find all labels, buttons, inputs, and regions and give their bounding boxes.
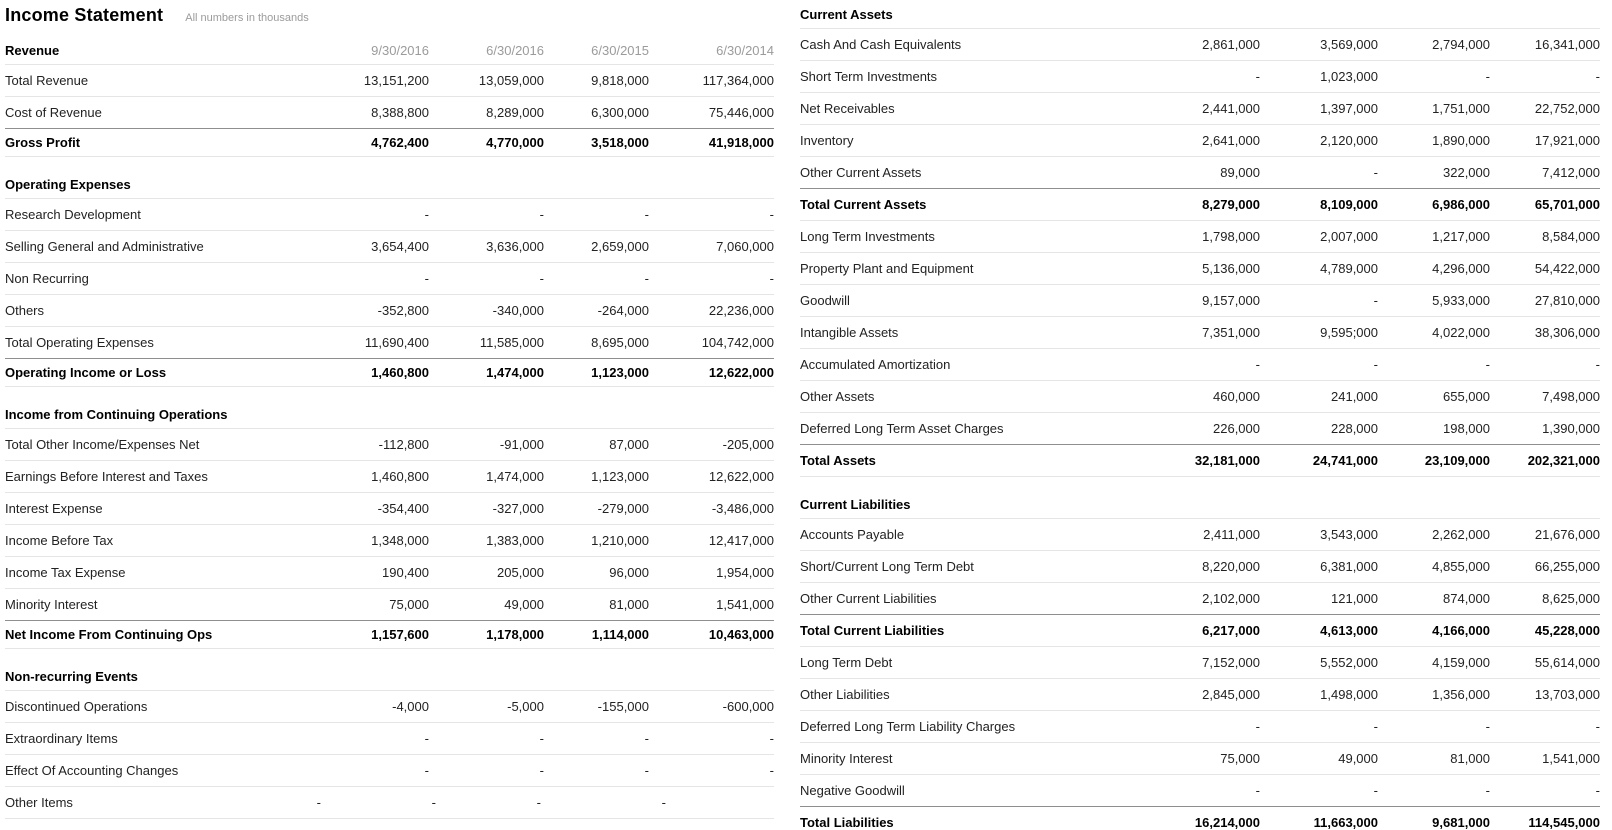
row-label: Research Development [5,207,141,222]
table-row [800,551,1600,583]
cell-value: 89,000 [1220,165,1260,180]
row-label: Property Plant and Equipment [800,261,974,276]
cell-value: 104,742,000 [701,335,774,350]
cell-value: 3,569,000 [1320,37,1378,52]
cell-value: 2,845,000 [1202,687,1260,702]
cell-value: - [1595,69,1600,84]
cell-value: 17,921,000 [1534,133,1600,148]
section-header-label: Current Assets [800,6,893,22]
cell-value: 2,102,000 [1202,591,1260,606]
row-label: Discontinued Operations [5,699,148,714]
cell-value: 55,614,000 [1534,655,1600,670]
cell-value: 114,545,000 [1528,815,1600,830]
row-label: Net Income From Continuing Ops [5,627,213,642]
cell-value: 1,217,000 [1432,229,1490,244]
row-label: Total Assets [800,453,876,468]
cell-value: 1,023,000 [1320,69,1378,84]
cell-value: 1,157,600 [371,627,429,642]
cell-value: - [316,795,321,810]
section-revenue [5,36,774,157]
cell-value: 2,411,000 [1203,527,1260,542]
cell-value: 228,000 [1331,421,1378,436]
table-row [800,775,1600,807]
cell-value: 38,306,000 [1534,325,1600,340]
row-label: Others [5,303,45,318]
table-row [800,253,1600,285]
cell-value: - [424,207,429,222]
cell-value: 2,441,000 [1202,101,1260,116]
cell-value: - [769,763,774,778]
cell-value: 5,933,000 [1432,293,1490,308]
section-header-revenue [5,36,774,65]
table-row [800,614,1600,647]
cell-value: -327,000 [492,501,544,516]
table-row [5,65,774,97]
row-label: Accounts Payable [800,527,905,542]
cell-value: - [1255,783,1260,798]
cell-value: 4,855,000 [1432,559,1490,574]
table-row [800,711,1600,743]
cell-value: 322,000 [1443,165,1490,180]
row-label: Income Before Tax [5,533,114,548]
table-row [800,743,1600,775]
table-row [800,317,1600,349]
cell-value: 4,762,400 [371,135,429,150]
row-label: Goodwill [800,293,850,308]
cell-value: - [539,271,544,286]
cell-value: 1,356,000 [1432,687,1490,702]
cell-value: 65,701,000 [1534,197,1600,212]
table-row [5,128,774,157]
cell-value: 1,390,000 [1542,421,1600,436]
row-label: Cost of Revenue [5,105,102,120]
table-row [5,429,774,461]
cell-value: 16,341,000 [1534,37,1600,52]
cell-value: 1,541,000 [1542,751,1600,766]
row-label: Cash And Cash Equivalents [800,37,962,52]
cell-value: - [539,731,544,746]
cell-value: 7,412,000 [1542,165,1600,180]
cell-value: - [1373,783,1378,798]
cell-value: 12,622,000 [708,365,774,380]
cell-value: 21,676,000 [1534,527,1600,542]
cell-value: 87,000 [609,437,649,452]
cell-value: - [1373,357,1378,372]
table-row [5,327,774,359]
cell-value: 23,109,000 [1424,453,1490,468]
cell-value: 1,460,800 [371,469,429,484]
cell-value: - [1373,165,1378,180]
table-row [5,620,774,649]
row-label: Minority Interest [800,751,893,766]
cell-value: -91,000 [499,437,544,452]
page-title: Income Statement [5,5,164,25]
row-label: Deferred Long Term Liability Charges [800,719,1016,734]
cell-value: 81,000 [609,597,649,612]
cell-value: 1,114,000 [591,627,649,642]
row-label: Accumulated Amortization [800,357,951,372]
row-label: Gross Profit [5,135,81,150]
cell-value: 75,446,000 [708,105,774,120]
cell-value: 874,000 [1443,591,1490,606]
row-label: Short Term Investments [800,69,938,84]
cell-value: 7,351,000 [1202,325,1260,340]
cell-value: - [644,271,649,286]
cell-value: 7,152,000 [1202,655,1260,670]
table-row [5,199,774,231]
period-header: 6/30/2015 [591,42,649,58]
period-header: 9/30/2016 [371,42,429,58]
row-label: Income Tax Expense [5,565,126,580]
cell-value: -155,000 [597,699,649,714]
cell-value: 6,300,000 [591,105,649,120]
table-row [5,358,774,387]
table-row [800,157,1600,189]
cell-value: 4,022,000 [1432,325,1490,340]
cell-value: - [431,795,436,810]
cell-value: - [424,731,429,746]
cell-value: 2,659,000 [591,239,649,254]
cell-value: - [1373,719,1378,734]
balance-sheet-table [800,0,1600,830]
row-label: Total Other Income/Expenses Net [5,437,200,452]
cell-value: 24,741,000 [1312,453,1378,468]
cell-value: 8,625,000 [1542,591,1600,606]
table-row [800,29,1600,61]
cell-value: 75,000 [1220,751,1260,766]
cell-value: - [644,207,649,222]
cell-value: 202,321,000 [1527,453,1600,468]
section-header-income-from-continuing-operations [5,400,774,429]
table-row [800,413,1600,445]
section-header-label: Revenue [5,42,60,58]
cell-value: 8,695,000 [591,335,649,350]
cell-value: 1,954,000 [716,565,774,580]
row-label: Short/Current Long Term Debt [800,559,974,574]
cell-value: -340,000 [492,303,544,318]
cell-value: 22,752,000 [1534,101,1600,116]
cell-value: 1,474,000 [486,365,544,380]
section-header-current-assets [800,0,1600,29]
balance-sheet-panel [790,0,1612,830]
section-header-current-liabilities [800,490,1600,519]
table-row [800,806,1600,830]
cell-value: 655,000 [1443,389,1490,404]
section-header-operating-expenses [5,170,774,199]
cell-value: - [1595,783,1600,798]
cell-value: - [1595,719,1600,734]
section-operating-expenses [5,170,774,387]
table-row [5,557,774,589]
cell-value: 8,279,000 [1202,197,1260,212]
cell-value: 13,059,000 [478,73,544,88]
row-label: Other Current Assets [800,165,922,180]
cell-value: - [1485,719,1490,734]
cell-value: 2,262,000 [1432,527,1490,542]
cell-value: 5,552,000 [1320,655,1378,670]
cell-value: 4,166,000 [1432,623,1490,638]
section-header-label: Non-recurring Events [5,668,138,684]
cell-value: -5,000 [507,699,544,714]
cell-value: 4,770,000 [486,135,544,150]
cell-value: 1,210,000 [591,533,649,548]
cell-value: - [1255,357,1260,372]
cell-value: - [424,763,429,778]
cell-value: 8,289,000 [486,105,544,120]
table-row [5,723,774,755]
cell-value: 8,388,800 [371,105,429,120]
cell-value: - [539,207,544,222]
cell-value: 3,543,000 [1320,527,1378,542]
cell-value: 4,613,000 [1320,623,1378,638]
cell-value: 1,890,000 [1432,133,1490,148]
cell-value: 1,383,000 [486,533,544,548]
cell-value: 6,986,000 [1432,197,1490,212]
cell-value: - [536,795,541,810]
table-row [800,381,1600,413]
cell-value: 1,474,000 [486,469,544,484]
cell-value: 8,109,000 [1320,197,1378,212]
period-header: 6/30/2014 [716,42,774,58]
cell-value: 226,000 [1213,421,1260,436]
cell-value: 11,663,000 [1313,815,1378,830]
cell-value: 66,255,000 [1534,559,1600,574]
section-income-from-continuing-operations [5,400,774,649]
cell-value: 2,794,000 [1432,37,1490,52]
income-statement-table [5,36,774,819]
cell-value: 2,861,000 [1202,37,1260,52]
cell-value: 41,918,000 [708,135,774,150]
section-current-assets [800,0,1600,477]
cell-value: 241,000 [1331,389,1378,404]
cell-value: 117,364,000 [702,73,774,88]
table-row [800,61,1600,93]
cell-value: 190,400 [382,565,429,580]
row-label: Negative Goodwill [800,783,905,798]
cell-value: - [769,731,774,746]
cell-value: 3,654,400 [371,239,429,254]
table-row [5,263,774,295]
cell-value: 6,381,000 [1320,559,1378,574]
cell-value: -264,000 [597,303,649,318]
cell-value: - [769,207,774,222]
table-row [800,349,1600,381]
cell-value: 1,397,000 [1320,101,1378,116]
cell-value: 81,000 [1450,751,1490,766]
row-label: Other Current Liabilities [800,591,937,606]
table-row [5,691,774,723]
row-label: Selling General and Administrative [5,239,204,254]
cell-value: 22,236,000 [708,303,774,318]
cell-value: - [1373,293,1378,308]
row-label: Total Revenue [5,73,89,88]
cell-value: - [424,271,429,286]
row-label: Non Recurring [5,271,89,286]
cell-value: 3,518,000 [591,135,649,150]
table-row [5,755,774,787]
cell-value: 460,000 [1213,389,1260,404]
table-row [5,787,774,819]
cell-value: 27,810,000 [1534,293,1600,308]
cell-value: 12,622,000 [708,469,774,484]
cell-value: -205,000 [722,437,774,452]
cell-value: 49,000 [504,597,544,612]
table-row [800,444,1600,477]
cell-value: -4,000 [392,699,429,714]
table-row [5,231,774,263]
cell-value: - [1485,357,1490,372]
income-statement-panel [0,0,790,830]
cell-value: 12,417,000 [708,533,774,548]
row-label: Earnings Before Interest and Taxes [5,469,208,484]
cell-value: 8,584,000 [1542,229,1600,244]
table-row [800,221,1600,253]
section-header-label: Income from Continuing Operations [5,406,228,422]
section-header-label: Current Liabilities [800,496,911,512]
cell-value: - [1485,69,1490,84]
table-row [5,589,774,621]
cell-value: 32,181,000 [1194,453,1260,468]
row-label: Total Current Liabilities [800,623,945,638]
table-row [5,493,774,525]
row-label: Operating Income or Loss [5,365,167,380]
page-subtitle: All numbers in thousands [185,12,309,24]
table-row [5,461,774,493]
cell-value: - [1595,357,1600,372]
row-label: Total Current Assets [800,197,927,212]
cell-value: 9,818,000 [591,73,649,88]
table-row [800,679,1600,711]
cell-value: 1,178,000 [486,627,544,642]
cell-value: 1,751,000 [1432,101,1490,116]
row-label: Inventory [800,133,854,148]
cell-value: - [1485,783,1490,798]
cell-value: 1,123,000 [591,365,649,380]
cell-value: -354,400 [377,501,429,516]
cell-value: - [539,763,544,778]
table-row [5,97,774,129]
cell-value: 1,348,000 [371,533,429,548]
row-label: Effect Of Accounting Changes [5,763,179,778]
cell-value: 7,060,000 [716,239,774,254]
section-current-liabilities [800,490,1600,830]
row-label: Other Assets [800,389,875,404]
cell-value: 10,463,000 [708,627,774,642]
cell-value: - [1255,69,1260,84]
cell-value: 45,228,000 [1534,623,1600,638]
cell-value: 198,000 [1443,421,1490,436]
row-label: Total Operating Expenses [5,335,154,350]
section-header-label: Operating Expenses [5,176,131,192]
cell-value: -112,800 [378,437,429,452]
cell-value: 2,007,000 [1320,229,1378,244]
cell-value: 54,422,000 [1534,261,1600,276]
cell-value: 1,541,000 [716,597,774,612]
row-label: Long Term Investments [800,229,935,244]
cell-value: 13,703,000 [1534,687,1600,702]
table-row [5,295,774,327]
cell-value: 1,460,800 [371,365,429,380]
cell-value: -352,800 [377,303,429,318]
row-label: Long Term Debt [800,655,893,670]
row-label: Other Liabilities [800,687,890,702]
row-label: Net Receivables [800,101,895,116]
row-label: Deferred Long Term Asset Charges [800,421,1004,436]
cell-value: 9,595;000 [1320,325,1378,340]
cell-value: 8,220,000 [1202,559,1260,574]
cell-value: - [661,795,666,810]
cell-value: 6,217,000 [1202,623,1260,638]
cell-value: 1,498,000 [1320,687,1378,702]
table-row [800,188,1600,221]
cell-value: -3,486,000 [711,501,774,516]
cell-value: 121,000 [1331,591,1378,606]
cell-value: 1,123,000 [591,469,649,484]
cell-value: 11,690,400 [364,335,429,350]
table-row [800,285,1600,317]
cell-value: 96,000 [609,565,649,580]
cell-value: 2,120,000 [1320,133,1378,148]
table-row [800,93,1600,125]
cell-value: 1,798,000 [1202,229,1260,244]
table-row [800,125,1600,157]
cell-value: 49,000 [1338,751,1378,766]
row-label: Extraordinary Items [5,731,118,746]
row-label: Total Liabilities [800,815,894,830]
cell-value: 7,498,000 [1542,389,1600,404]
row-label: Minority Interest [5,597,98,612]
cell-value: 16,214,000 [1194,815,1260,830]
cell-value: 4,296,000 [1432,261,1490,276]
cell-value: - [644,763,649,778]
row-label: Interest Expense [5,501,103,516]
cell-value: - [1255,719,1260,734]
cell-value: 9,681,000 [1432,815,1490,830]
row-label: Intangible Assets [800,325,899,340]
cell-value: 75,000 [389,597,429,612]
cell-value: 4,159,000 [1432,655,1490,670]
table-row [800,583,1600,615]
cell-value: -279,000 [597,501,649,516]
cell-value: - [644,731,649,746]
cell-value: 2,641,000 [1202,133,1260,148]
section-header-non-recurring-events [5,662,774,691]
table-row [800,647,1600,679]
cell-value: 13,151,200 [363,73,429,88]
cell-value: - [769,271,774,286]
row-label: Other Items [5,795,73,810]
table-row [800,519,1600,551]
cell-value: 3,636,000 [486,239,544,254]
cell-value: -600,000 [722,699,774,714]
cell-value: 205,000 [497,565,544,580]
cell-value: 9,157,000 [1202,293,1260,308]
cell-value: 4,789,000 [1320,261,1378,276]
table-row [5,525,774,557]
title-block [5,0,774,36]
period-header: 6/30/2016 [486,42,544,58]
cell-value: 5,136,000 [1202,261,1260,276]
section-non-recurring-events [5,662,774,819]
cell-value: 11,585,000 [479,335,544,350]
